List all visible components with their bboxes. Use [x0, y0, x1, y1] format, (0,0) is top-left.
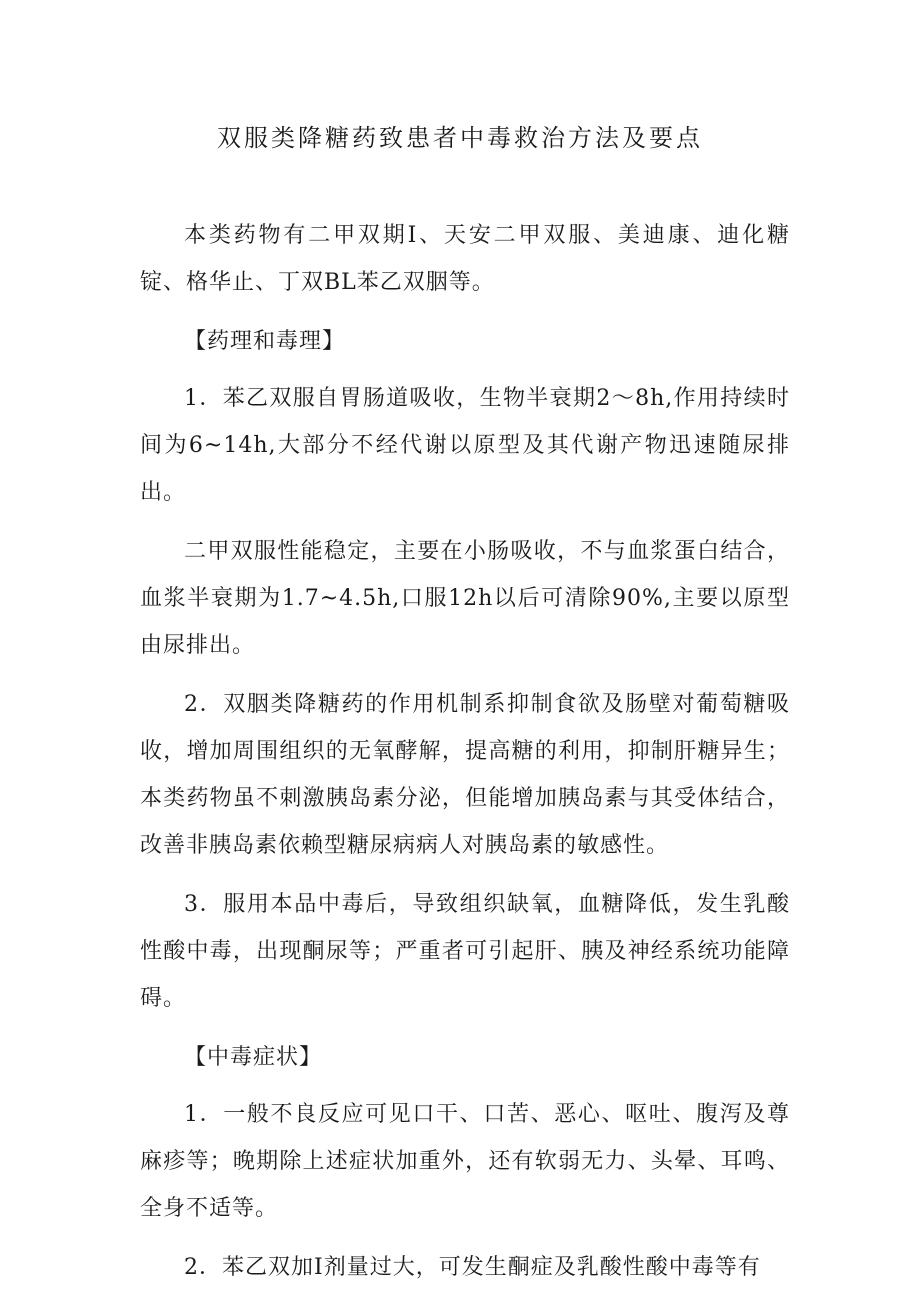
symptoms-paragraph-2: 2．苯乙双加Ⅰ剂量过大，可发生酮症及乳酸性酸中毒等有	[184, 1255, 761, 1280]
page-title: 双服类降糖药致患者中毒救治方法及要点	[217, 124, 703, 152]
pharmacology-paragraph-1: 1．苯乙双服自胃肠道吸收，生物半衰期2～8h,作用持续时间为6~14h,大部分不经代谢以原型及其代谢产物迅速随尿排出。	[140, 386, 790, 505]
pharmacology-paragraph-2: 2．双胭类降糖药的作用机制系抑制食欲及肠壁对葡萄糖吸收，增加周围组织的无氧酵解，提高糖的利用，抑制肝糖异生；本类药物虽不刺激胰岛素分泌，但能增加胰岛素与其受体结合，改善非胰岛素依赖型糖尿病病人对胰岛素的敏感性。	[140, 692, 790, 858]
section-heading-pharmacology: 【药理和毒理】	[184, 329, 346, 354]
intro-paragraph: 本类药物有二甲双期Ⅰ、天安二甲双服、美迪康、迪化糖锭、格华止、丁双BL苯乙双胭等。	[140, 223, 790, 295]
symptoms-paragraph-1: 1．一般不良反应可见口干、口苦、恶心、呕吐、腹泻及尊麻疹等；晚期除上述症状加重外，还有软弱无力、头晕、耳鸣、全身不适等。	[140, 1102, 790, 1221]
section-heading-symptoms: 【中毒症状】	[184, 1045, 323, 1070]
pharmacology-paragraph-1b: 二甲双服性能稳定，主要在小肠吸收，不与血浆蛋白结合，血浆半衰期为1.7~4.5h,口服12h以后可清除90%,主要以原型由尿排出。	[140, 539, 790, 658]
document-body	[140, 212, 790, 1303]
pharmacology-paragraph-3: 3．服用本品中毒后，导致组织缺氧，血糖降低，发生乳酸性酸中毒，出现酮尿等；严重者可引起肝、胰及神经系统功能障碍。	[140, 892, 790, 1011]
